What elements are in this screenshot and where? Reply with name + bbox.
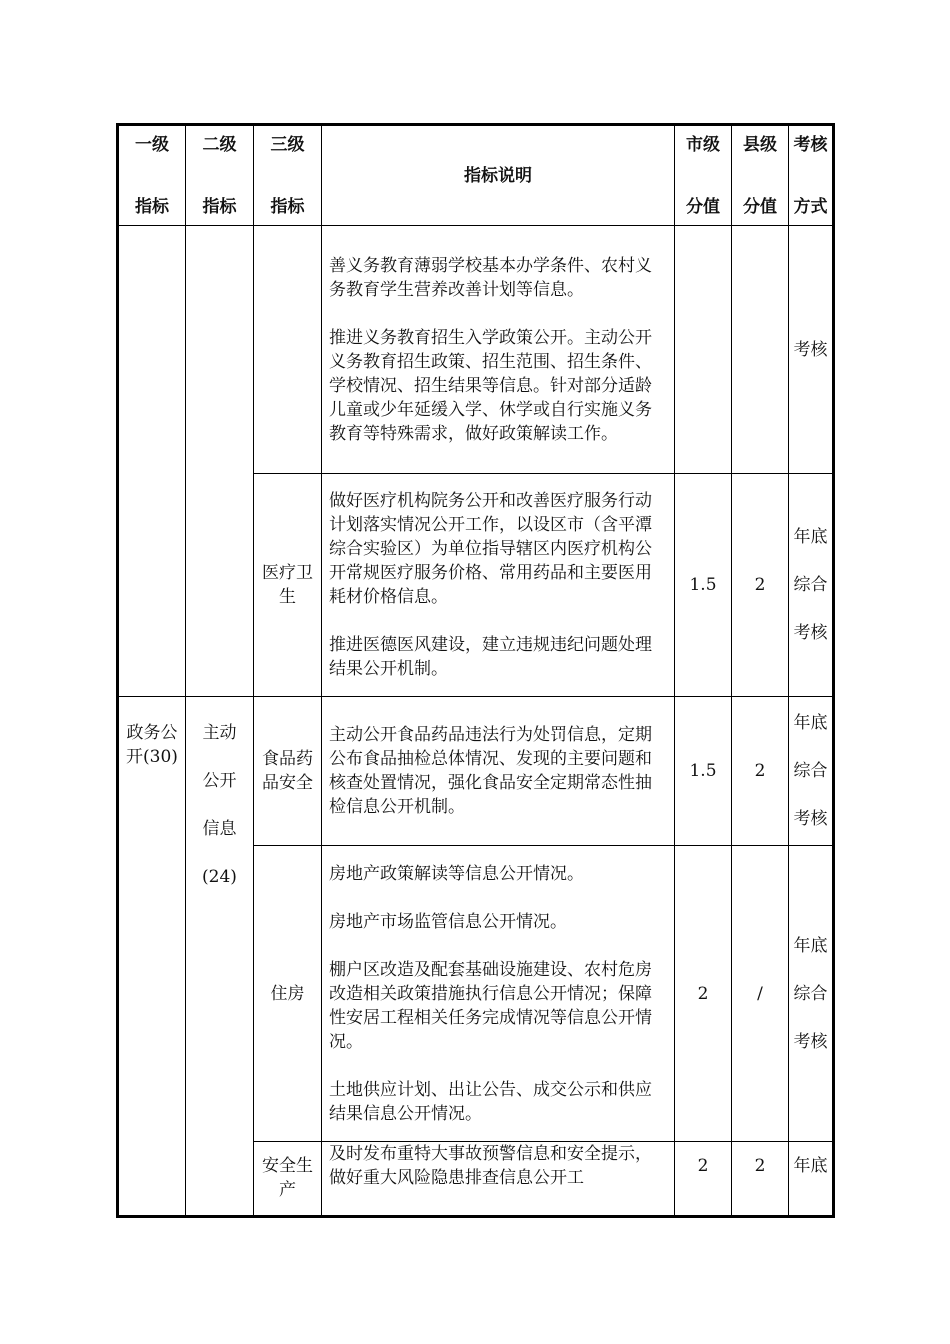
table-row-education [119, 226, 833, 474]
level2-active-disclosure: 主动 公开 信息 (24) [186, 697, 254, 1216]
level2-cell-empty [186, 226, 254, 697]
education-county-score [732, 226, 789, 474]
header-method: 考核 方式 [789, 126, 833, 226]
indicator-table [118, 125, 833, 1216]
level1-cell-empty [119, 226, 186, 697]
medical-county-score: 2 [732, 474, 789, 697]
level3-cell-empty [254, 226, 322, 474]
housing-description: 房地产政策解读等信息公开情况。 房地产市场监管信息公开情况。 棚户区改造及配套基础设施建设、农村危房改造相关政策措施执行信息公开情况；保障性安居工程相关任务完成情况等信息公开情况。 土地供应计划、出让公告、成交公示和供应结果信息公开情况。 [322, 846, 675, 1142]
medical-description: 做好医疗机构院务公开和改善医疗服务行动计划落实情况公开工作，以设区市（含平潭综合实验区）为单位指导辖区内医疗机构公开常规医疗服务价格、常用药品和主要医用耗材价格信息。 推进医德医风建设，建立违规违纪问题处理结果公开机制。 [322, 474, 675, 697]
housing-level3: 住房 [254, 846, 322, 1142]
housing-county-score: / [732, 846, 789, 1142]
level1-government-affairs: 政务公开(30) [119, 697, 186, 1216]
food-method: 年底 综合 考核 [789, 697, 833, 846]
header-county-score: 县级 分值 [732, 126, 789, 226]
safety-level3: 安全生 产 [254, 1142, 322, 1216]
food-city-score: 1.5 [675, 697, 732, 846]
food-county-score: 2 [732, 697, 789, 846]
education-description: 善义务教育薄弱学校基本办学条件、农村义务教育学生营养改善计划等信息。 推进义务教育招生入学政策公开。主动公开义务教育招生政策、招生范围、招生条件、学校情况、招生结果等信息。针对部分适龄儿童或少年延缓入学、休学或自行实施义务教育等特殊需求，做好政策解读工作。 [322, 226, 675, 474]
header-row [119, 126, 833, 226]
housing-city-score: 2 [675, 846, 732, 1142]
table-row-food [119, 697, 833, 846]
safety-city-score: 2 [675, 1142, 732, 1216]
food-description: 主动公开食品药品违法行为处罚信息，定期公布食品抽检总体情况、发现的主要问题和核查处置情况，强化食品安全定期常态性抽检信息公开机制。 [322, 697, 675, 846]
header-level1: 一级 指标 [119, 126, 186, 226]
header-description: 指标说明 [322, 126, 675, 226]
medical-city-score: 1.5 [675, 474, 732, 697]
food-level3: 食品药品安全 [254, 697, 322, 846]
header-city-score: 市级 分值 [675, 126, 732, 226]
education-method: 考核 [789, 226, 833, 474]
medical-level3: 医疗卫生 [254, 474, 322, 697]
header-level2: 二级 指标 [186, 126, 254, 226]
header-level3: 三级 指标 [254, 126, 322, 226]
medical-method: 年底 综合 考核 [789, 474, 833, 697]
education-city-score [675, 226, 732, 474]
safety-county-score: 2 [732, 1142, 789, 1216]
safety-description: 及时发布重特大事故预警信息和安全提示，做好重大风险隐患排查信息公开工 [322, 1142, 675, 1216]
safety-method: 年底 [789, 1142, 833, 1216]
housing-method: 年底 综合 考核 [789, 846, 833, 1142]
